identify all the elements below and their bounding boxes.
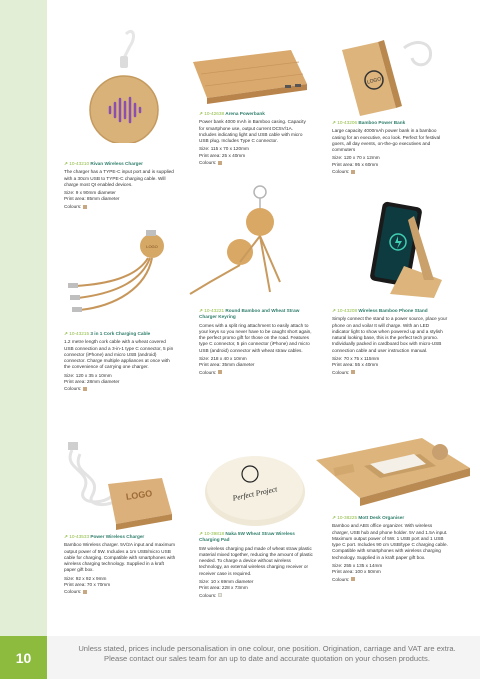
- charger-logo-text: LOGO: [125, 488, 153, 502]
- cable-logo-text: LOGO: [146, 244, 158, 249]
- product-colours: Colours:: [332, 577, 448, 583]
- product-colours: Colours:: [199, 370, 315, 376]
- product-size: Size: 255 x 135 x 14mm: [332, 563, 383, 569]
- footer-disclaimer: [58, 644, 476, 664]
- colour-swatch: [218, 593, 222, 597]
- product-size: Size: 115 x 70 x 120mm: [199, 146, 249, 152]
- product-bamboo-powerbank: [332, 120, 444, 175]
- product-size: Size: 92 x 92 x 9mm: [64, 575, 107, 581]
- product-title: ↗ 10-43206 Bamboo Power Bank: [332, 120, 406, 125]
- arrow-icon: ↗: [199, 308, 203, 313]
- product-colours: Colours:: [64, 204, 176, 210]
- product-print-area: Print area: 70 x 70mm: [64, 582, 111, 588]
- powerbank-logo-text: LOGO: [366, 76, 382, 86]
- arrow-icon: ↗: [64, 534, 68, 539]
- product-print-area: Print area: 85mm diameter: [64, 196, 120, 202]
- mott-organiser-image: [312, 420, 472, 506]
- arena-powerbank-image: [187, 44, 313, 104]
- product-arena: [199, 111, 311, 166]
- arrow-icon: ↗: [64, 331, 68, 336]
- product-title: ↗ 10-43208 Wireless Bamboo Phone Stand: [332, 308, 428, 313]
- product-naka: [199, 531, 315, 599]
- footer-line-2: Please contact our sales team for an up to date and accurate quotation on your chosen products.: [104, 654, 430, 663]
- product-keyring: [199, 308, 315, 376]
- arrow-icon: ↗: [64, 161, 68, 166]
- product-colours: Colours:: [332, 169, 444, 175]
- product-title: ↗ 10-42638 Arena Powerbank: [199, 111, 265, 116]
- product-print-area: Print area: 55 x 40mm: [332, 362, 379, 368]
- left-green-strip: [0, 0, 47, 679]
- rivan-charger-image: [74, 28, 174, 143]
- product-title: ↗ 10-43533 Power Wireless Charger: [64, 534, 145, 539]
- product-title: ↗ 10-38225 Mott Desk Organiser: [332, 515, 405, 520]
- product-size: Size: 70 x 75 x 115mm: [332, 356, 380, 362]
- product-description: 5W wireless charging pad made of wheat straw plastic material mixed together, reducing the amount of plastic needed. To charge a device without wireless technology, an external wireless charging receiver or receiver case is required.: [199, 545, 313, 576]
- product-description: Comes with a split ring attachment to easily attach to your keys so you never have to be caught short again, the perfect promo gift for those on the road. Features type C connector, 5 pin connector (iPhone) and micro USB (android) connector with wheat straw cables.: [199, 322, 312, 353]
- naka-pad-image: [200, 448, 310, 528]
- product-description: The charger has a TYPE-C input port and is supplied with a 30cm USB to TYPE-C charging cable. Will charge most QI enabled devices.: [64, 169, 174, 187]
- colour-swatch: [351, 370, 355, 374]
- arrow-icon: ↗: [332, 308, 336, 313]
- product-rivan: [64, 161, 176, 210]
- product-title: ↗ 10-43221 Round Bamboo and Wheat Straw Charger Keyring: [199, 308, 300, 320]
- product-title: ↗ 10-43215 3 in 1 Cork Charging Cable: [64, 331, 151, 336]
- bamboo-powerbank-image: [334, 28, 444, 118]
- product-cork-cable: [64, 331, 176, 393]
- arrow-icon: ↗: [199, 111, 203, 116]
- product-size: Size: 120 x 70 x 12mm: [332, 155, 380, 161]
- product-print-area: Print area: 35mm diameter: [199, 362, 255, 368]
- product-print-area: Print area: 95 x 60mm: [332, 161, 379, 167]
- product-size: Size: 10 x 69mm diameter: [199, 579, 254, 585]
- footer-line-1: Unless stated, prices include personalisation in one colour, one position. Origination, carriage and VAT are extra.: [78, 644, 456, 653]
- product-colours: Colours:: [199, 160, 311, 166]
- perfect-project-text: Perfect Project: [231, 484, 279, 503]
- product-description: Simply connect the stand to a power source, place your phone on and voila! It will charge. With an LED indicator light to show when powered up and a stylish natural looking base, this is the perfect tech promo. Individually packed in cardboard box with micro-USB connection cable and user instruction manual.: [332, 316, 448, 353]
- product-colours: Colours:: [332, 370, 448, 376]
- product-power-charger: [64, 534, 176, 596]
- cork-cable-image: [66, 228, 178, 326]
- colour-swatch: [83, 205, 87, 209]
- page-number: 10: [0, 636, 47, 679]
- colour-swatch: [83, 590, 87, 594]
- colour-swatch: [351, 170, 355, 174]
- power-charger-image: [64, 440, 176, 532]
- product-colours: Colours:: [199, 593, 315, 599]
- product-print-area: Print area: 28mm diameter: [64, 379, 120, 385]
- product-print-area: Print area: 25 x 40mm: [199, 152, 246, 158]
- arrow-icon: ↗: [199, 531, 203, 536]
- colour-swatch: [83, 387, 87, 391]
- product-phone-stand: [332, 308, 448, 376]
- product-description: Power bank 4000 mAh in Bamboo casing. Capacity for smartphone use, output current DC5V/1A. Includes indicating light and USB cable with micro USB plug. Includes Type C connector.: [199, 119, 306, 144]
- product-print-area: Print area: 100 x 50mm: [332, 569, 381, 575]
- product-size: Size: 120 x 35 x 10mm: [64, 372, 112, 378]
- product-print-area: Print area: 228 x 73mm: [199, 585, 248, 591]
- product-description: Bamboo and ABS office organizer. With wireless charger, USB hub and phone holder. 5V and 1.5A input. Maximum output power of 5W. 1 USB port and 1 USB type C port. Includes 90 cm USB/type C charging cable. Compatible with smartphones with wireless charging technology. Supplied in a kraft paper gift box.: [332, 523, 448, 560]
- keyring-image: [180, 182, 310, 302]
- product-title: ↗ 10-39818 Naka 5W Wheat Straw Wireless Charging Pad: [199, 531, 295, 543]
- product-description: Large capacity 4000mAh power bank in a bamboo casing for an executive, eco look. Perfect for festival goers, all day events, on-the-go executives and commuters: [332, 128, 441, 153]
- phone-stand-image: [364, 196, 454, 304]
- product-size: Size: 9 x 90mm diameter: [64, 190, 116, 196]
- product-description: 1.2 metre length cork cable with a wheat covered USB connection and a 3-in-1 type C connector, 5 pin connector (iPhone) and micro USB (android) connector. Charge multiple appliances at once with the convenience of carrying one charger.: [64, 339, 174, 370]
- product-colours: Colours:: [64, 589, 176, 595]
- colour-swatch: [218, 370, 222, 374]
- product-title: ↗ 10-43210 Rivan Wireless Charger: [64, 161, 143, 166]
- product-description: Bamboo Wireless charger. 5V/2A input and maximum output power of 5W. Includes a 1m USB/micro USB cable for charging. Compatible with smartphones with wireless charging technology. Supplied in a kraft paper gift box.: [64, 542, 176, 573]
- arrow-icon: ↗: [332, 120, 336, 125]
- product-size: Size: 218 x 40 x 10mm: [199, 356, 247, 362]
- product-colours: Colours:: [64, 386, 176, 392]
- colour-swatch: [218, 161, 222, 165]
- colour-swatch: [351, 577, 355, 581]
- product-mott: [332, 515, 448, 583]
- arrow-icon: ↗: [332, 515, 336, 520]
